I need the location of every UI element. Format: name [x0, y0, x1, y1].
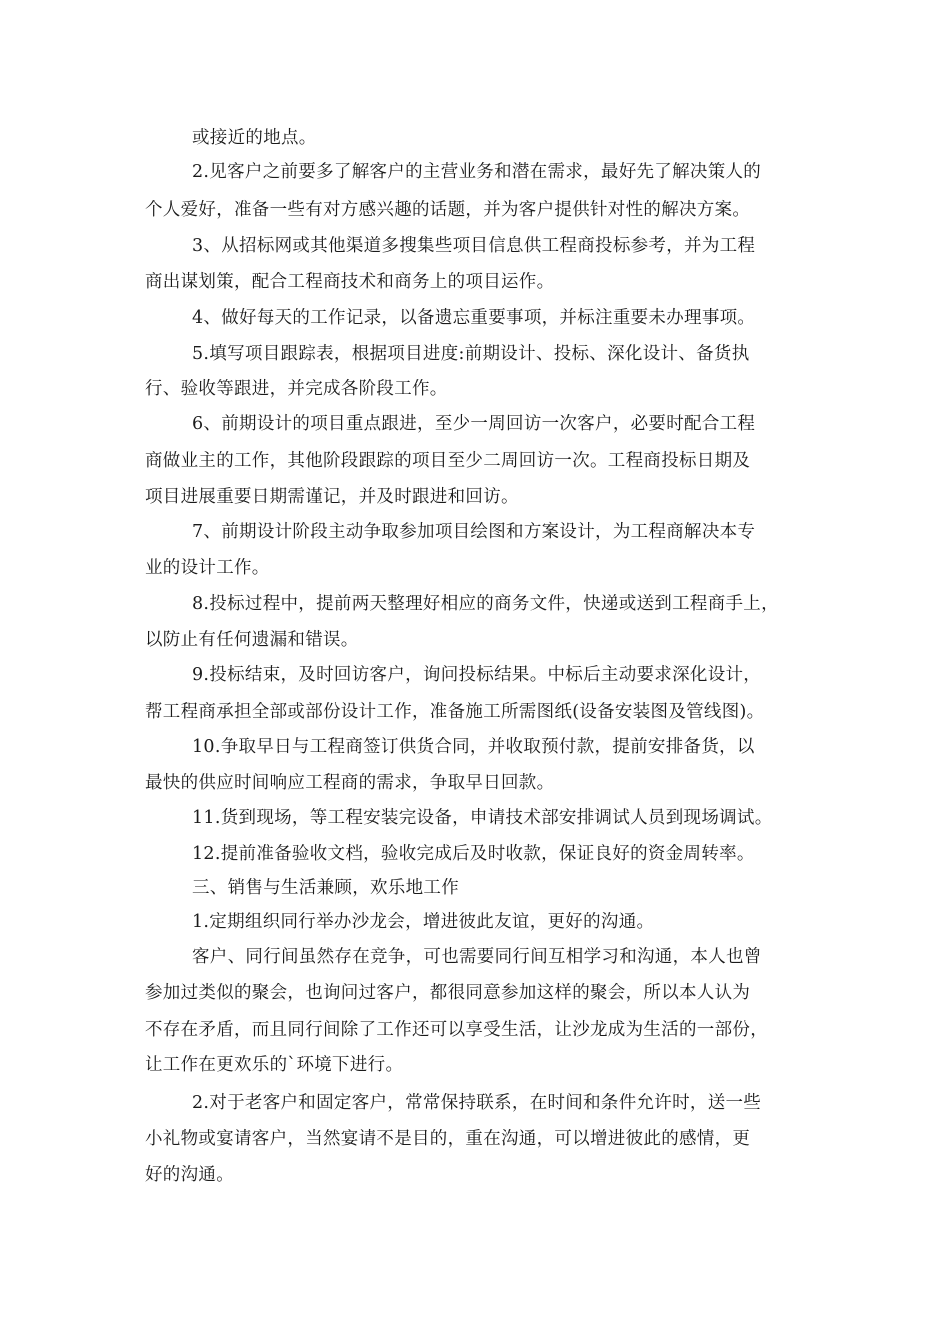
- text-line: 好的沟通。: [145, 1165, 234, 1185]
- text-line: 或接近的地点。: [192, 128, 317, 148]
- text-line: 个人爱好，准备一些有对方感兴趣的话题，并为客户提供针对性的解决方案。: [145, 200, 751, 220]
- text-line: 行、验收等跟进，并完成各阶段工作。: [145, 379, 448, 399]
- section-heading: 三、销售与生活兼顾，欢乐地工作: [192, 878, 459, 898]
- text-line: 9.投标结束，及时回访客户，询问投标结果。中标后主动要求深化设计，: [192, 665, 762, 685]
- text-line: 小礼物或宴请客户，当然宴请不是目的，重在沟通，可以增进彼此的感情，更: [145, 1129, 751, 1149]
- text-line: 2.见客户之前要多了解客户的主营业务和潜在需求，最好先了解决策人的: [192, 162, 762, 182]
- text-line: 1.定期组织同行举办沙龙会，增进彼此友谊，更好的沟通。: [192, 912, 655, 932]
- text-line: 以防止有任何遗漏和错误。: [145, 630, 359, 650]
- text-line: 业的设计工作。: [145, 558, 270, 578]
- text-line: 项目进展重要日期需谨记，并及时跟进和回访。: [145, 487, 519, 507]
- text-line: 让工作在更欢乐的`环境下进行。: [145, 1055, 404, 1075]
- text-line: 4、做好每天的工作记录，以备遗忘重要事项，并标注重要未办理事项。: [192, 308, 756, 328]
- text-line: 8.投标过程中，提前两天整理好相应的商务文件，快递或送到工程商手上，: [192, 594, 779, 614]
- text-line: 6、前期设计的项目重点跟进，至少一周回访一次客户，必要时配合工程: [192, 414, 756, 434]
- text-line: 7、前期设计阶段主动争取参加项目绘图和方案设计，为工程商解决本专: [192, 522, 756, 542]
- text-line: 帮工程商承担全部或部份设计工作，准备施工所需图纸(设备安装图及管线图)。: [145, 702, 765, 722]
- text-line: 客户、同行间虽然存在竞争，可也需要同行间互相学习和沟通，本人也曾: [192, 947, 762, 967]
- text-line: 11.货到现场，等工程安装完设备，申请技术部安排调试人员到现场调试。: [192, 808, 773, 828]
- text-line: 商做业主的工作，其他阶段跟踪的项目至少二周回访一次。工程商投标日期及: [145, 451, 751, 471]
- text-line: 3、从招标网或其他渠道多搜集些项目信息供工程商投标参考，并为工程: [192, 236, 756, 256]
- text-line: 12.提前准备验收文档，验收完成后及时收款，保证良好的资金周转率。: [192, 844, 755, 864]
- text-line: 不存在矛盾，而且同行间除了工作还可以享受生活，让沙龙成为生活的一部份，: [145, 1020, 768, 1040]
- text-line: 5.填写项目跟踪表，根据项目进度:前期设计、投标、深化设计、备货执: [192, 344, 750, 364]
- text-line: 最快的供应时间响应工程商的需求，争取早日回款。: [145, 773, 555, 793]
- text-line: 参加过类似的聚会，也询问过客户，都很同意参加这样的聚会，所以本人认为: [145, 983, 751, 1003]
- text-line: 2.对于老客户和固定客户，常常保持联系，在时间和条件允许时，送一些: [192, 1093, 762, 1113]
- text-line: 10.争取早日与工程商签订供货合同，并收取预付款，提前安排备货，以: [192, 737, 755, 757]
- text-line: 商出谋划策，配合工程商技术和商务上的项目运作。: [145, 272, 555, 292]
